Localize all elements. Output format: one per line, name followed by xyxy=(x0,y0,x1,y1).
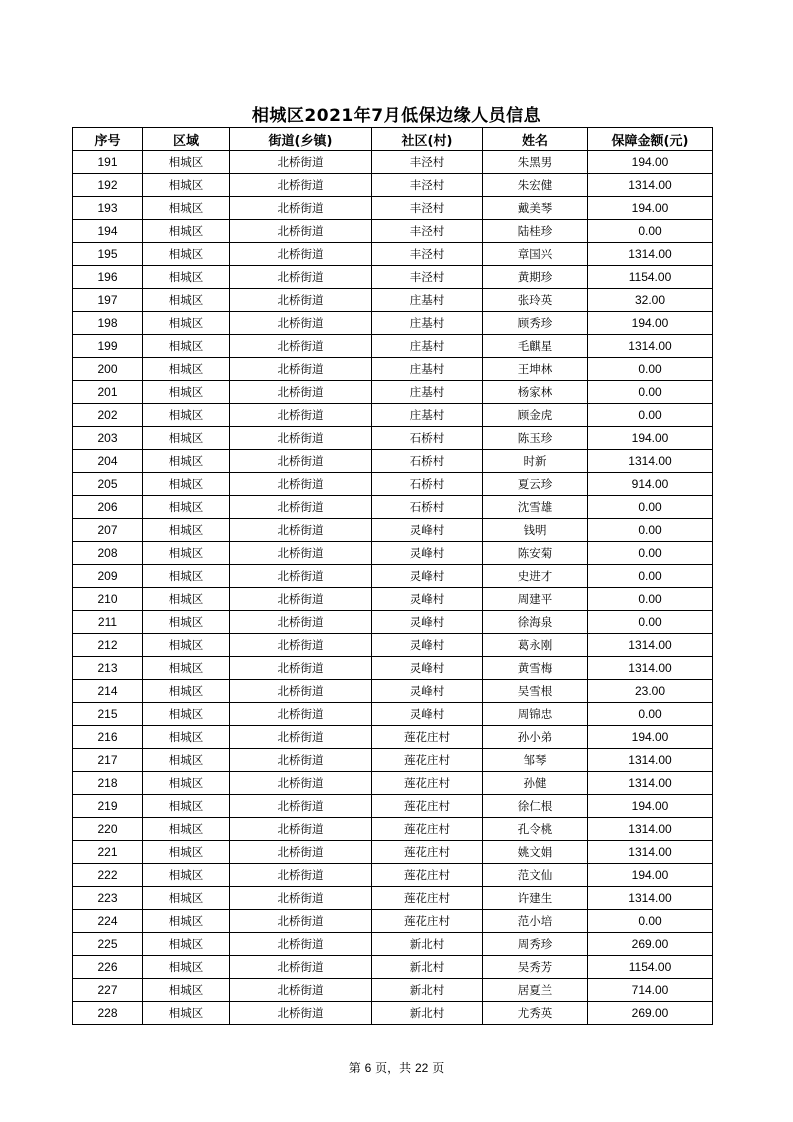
cell-allowance-amount: 914.00 xyxy=(588,473,713,496)
cell-street-town: 北桥街道 xyxy=(230,358,372,381)
cell-street-town: 北桥街道 xyxy=(230,335,372,358)
table-row xyxy=(73,818,713,841)
cell-street-town: 北桥街道 xyxy=(230,404,372,427)
cell-street-town: 北桥街道 xyxy=(230,726,372,749)
cell-district: 相城区 xyxy=(143,680,230,703)
cell-allowance-amount: 194.00 xyxy=(588,312,713,335)
cell-street-town: 北桥街道 xyxy=(230,910,372,933)
cell-name: 范文仙 xyxy=(483,864,588,887)
cell-serial-number: 198 xyxy=(73,312,143,335)
cell-community-village: 灵峰村 xyxy=(372,703,483,726)
cell-name: 史进才 xyxy=(483,565,588,588)
table-row xyxy=(73,565,713,588)
cell-allowance-amount: 269.00 xyxy=(588,1002,713,1025)
table-row xyxy=(73,197,713,220)
header-name: 姓名 xyxy=(483,128,588,151)
footer-prefix: 第 xyxy=(348,1061,361,1075)
cell-street-town: 北桥街道 xyxy=(230,864,372,887)
cell-allowance-amount: 194.00 xyxy=(588,864,713,887)
cell-name: 黄雪梅 xyxy=(483,657,588,680)
cell-allowance-amount: 0.00 xyxy=(588,496,713,519)
cell-serial-number: 195 xyxy=(73,243,143,266)
cell-name: 章国兴 xyxy=(483,243,588,266)
cell-allowance-amount: 0.00 xyxy=(588,910,713,933)
cell-name: 毛麒星 xyxy=(483,335,588,358)
cell-serial-number: 224 xyxy=(73,910,143,933)
table-row xyxy=(73,795,713,818)
cell-community-village: 丰泾村 xyxy=(372,197,483,220)
cell-community-village: 灵峰村 xyxy=(372,657,483,680)
cell-district: 相城区 xyxy=(143,473,230,496)
cell-street-town: 北桥街道 xyxy=(230,703,372,726)
cell-allowance-amount: 194.00 xyxy=(588,726,713,749)
cell-allowance-amount: 1314.00 xyxy=(588,243,713,266)
cell-allowance-amount: 1314.00 xyxy=(588,749,713,772)
table-row xyxy=(73,266,713,289)
cell-allowance-amount: 1314.00 xyxy=(588,887,713,910)
cell-name: 范小培 xyxy=(483,910,588,933)
cell-allowance-amount: 194.00 xyxy=(588,151,713,174)
cell-serial-number: 220 xyxy=(73,818,143,841)
cell-allowance-amount: 1314.00 xyxy=(588,818,713,841)
table-row xyxy=(73,427,713,450)
cell-name: 陈安菊 xyxy=(483,542,588,565)
cell-name: 孔令桃 xyxy=(483,818,588,841)
cell-serial-number: 193 xyxy=(73,197,143,220)
cell-community-village: 灵峰村 xyxy=(372,588,483,611)
cell-name: 张玲英 xyxy=(483,289,588,312)
cell-street-town: 北桥街道 xyxy=(230,634,372,657)
footer-page-number: 6 xyxy=(364,1061,372,1075)
cell-district: 相城区 xyxy=(143,1002,230,1025)
cell-district: 相城区 xyxy=(143,611,230,634)
cell-street-town: 北桥街道 xyxy=(230,956,372,979)
cell-street-town: 北桥街道 xyxy=(230,243,372,266)
cell-serial-number: 191 xyxy=(73,151,143,174)
cell-name: 徐仁根 xyxy=(483,795,588,818)
cell-district: 相城区 xyxy=(143,887,230,910)
cell-serial-number: 211 xyxy=(73,611,143,634)
cell-community-village: 灵峰村 xyxy=(372,680,483,703)
cell-name: 沈雪雄 xyxy=(483,496,588,519)
cell-serial-number: 199 xyxy=(73,335,143,358)
document-title: 相城区2021年7月低保边缘人员信息 xyxy=(251,106,542,126)
cell-street-town: 北桥街道 xyxy=(230,151,372,174)
cell-allowance-amount: 1314.00 xyxy=(588,174,713,197)
cell-community-village: 新北村 xyxy=(372,1002,483,1025)
cell-district: 相城区 xyxy=(143,151,230,174)
cell-community-village: 莲花庄村 xyxy=(372,841,483,864)
cell-community-village: 灵峰村 xyxy=(372,519,483,542)
cell-name: 居夏兰 xyxy=(483,979,588,1002)
cell-community-village: 丰泾村 xyxy=(372,174,483,197)
cell-name: 王坤林 xyxy=(483,358,588,381)
cell-street-town: 北桥街道 xyxy=(230,266,372,289)
cell-serial-number: 200 xyxy=(73,358,143,381)
cell-allowance-amount: 0.00 xyxy=(588,519,713,542)
cell-community-village: 新北村 xyxy=(372,956,483,979)
table-row xyxy=(73,174,713,197)
cell-allowance-amount: 194.00 xyxy=(588,427,713,450)
cell-allowance-amount: 0.00 xyxy=(588,703,713,726)
cell-serial-number: 201 xyxy=(73,381,143,404)
cell-district: 相城区 xyxy=(143,749,230,772)
cell-street-town: 北桥街道 xyxy=(230,588,372,611)
cell-serial-number: 228 xyxy=(73,1002,143,1025)
cell-street-town: 北桥街道 xyxy=(230,611,372,634)
cell-name: 吴秀芳 xyxy=(483,956,588,979)
cell-community-village: 莲花庄村 xyxy=(372,772,483,795)
cell-allowance-amount: 32.00 xyxy=(588,289,713,312)
cell-allowance-amount: 194.00 xyxy=(588,197,713,220)
header-allowance-amount: 保障金额(元) xyxy=(588,128,713,151)
table-row xyxy=(73,864,713,887)
cell-serial-number: 206 xyxy=(73,496,143,519)
cell-serial-number: 223 xyxy=(73,887,143,910)
cell-allowance-amount: 0.00 xyxy=(588,611,713,634)
table-row xyxy=(73,726,713,749)
cell-community-village: 庄基村 xyxy=(372,335,483,358)
cell-district: 相城区 xyxy=(143,795,230,818)
cell-name: 周锦忠 xyxy=(483,703,588,726)
table-row xyxy=(73,312,713,335)
cell-serial-number: 219 xyxy=(73,795,143,818)
cell-street-town: 北桥街道 xyxy=(230,841,372,864)
cell-name: 钱明 xyxy=(483,519,588,542)
table-row xyxy=(73,473,713,496)
cell-street-town: 北桥街道 xyxy=(230,496,372,519)
cell-name: 徐海泉 xyxy=(483,611,588,634)
cell-name: 顾秀珍 xyxy=(483,312,588,335)
cell-street-town: 北桥街道 xyxy=(230,289,372,312)
cell-community-village: 庄基村 xyxy=(372,358,483,381)
cell-name: 朱宏健 xyxy=(483,174,588,197)
cell-street-town: 北桥街道 xyxy=(230,749,372,772)
cell-community-village: 丰泾村 xyxy=(372,220,483,243)
cell-community-village: 新北村 xyxy=(372,933,483,956)
cell-community-village: 莲花庄村 xyxy=(372,726,483,749)
cell-community-village: 灵峰村 xyxy=(372,565,483,588)
cell-district: 相城区 xyxy=(143,979,230,1002)
cell-district: 相城区 xyxy=(143,565,230,588)
cell-community-village: 莲花庄村 xyxy=(372,749,483,772)
cell-street-town: 北桥街道 xyxy=(230,450,372,473)
header-street-town: 街道(乡镇) xyxy=(230,128,372,151)
table-row xyxy=(73,634,713,657)
cell-name: 孙健 xyxy=(483,772,588,795)
cell-serial-number: 208 xyxy=(73,542,143,565)
cell-allowance-amount: 1314.00 xyxy=(588,657,713,680)
cell-name: 尤秀英 xyxy=(483,1002,588,1025)
cell-name: 陆桂珍 xyxy=(483,220,588,243)
cell-district: 相城区 xyxy=(143,588,230,611)
recipient-table xyxy=(72,127,713,1025)
cell-community-village: 庄基村 xyxy=(372,381,483,404)
cell-street-town: 北桥街道 xyxy=(230,542,372,565)
cell-district: 相城区 xyxy=(143,404,230,427)
cell-serial-number: 213 xyxy=(73,657,143,680)
table-body xyxy=(73,151,713,1025)
cell-street-town: 北桥街道 xyxy=(230,979,372,1002)
cell-allowance-amount: 23.00 xyxy=(588,680,713,703)
cell-serial-number: 196 xyxy=(73,266,143,289)
cell-name: 许建生 xyxy=(483,887,588,910)
cell-allowance-amount: 269.00 xyxy=(588,933,713,956)
cell-street-town: 北桥街道 xyxy=(230,887,372,910)
cell-community-village: 莲花庄村 xyxy=(372,887,483,910)
cell-serial-number: 203 xyxy=(73,427,143,450)
cell-serial-number: 218 xyxy=(73,772,143,795)
cell-allowance-amount: 1314.00 xyxy=(588,450,713,473)
table-row xyxy=(73,680,713,703)
table-row xyxy=(73,450,713,473)
cell-name: 孙小弟 xyxy=(483,726,588,749)
cell-serial-number: 227 xyxy=(73,979,143,1002)
cell-street-town: 北桥街道 xyxy=(230,565,372,588)
table-row xyxy=(73,151,713,174)
cell-district: 相城区 xyxy=(143,312,230,335)
cell-street-town: 北桥街道 xyxy=(230,427,372,450)
table-row xyxy=(73,887,713,910)
cell-street-town: 北桥街道 xyxy=(230,197,372,220)
cell-community-village: 石桥村 xyxy=(372,427,483,450)
footer-middle: 页，共 xyxy=(375,1061,412,1075)
cell-street-town: 北桥街道 xyxy=(230,818,372,841)
cell-district: 相城区 xyxy=(143,220,230,243)
cell-community-village: 庄基村 xyxy=(372,289,483,312)
cell-district: 相城区 xyxy=(143,864,230,887)
cell-serial-number: 216 xyxy=(73,726,143,749)
cell-serial-number: 226 xyxy=(73,956,143,979)
cell-community-village: 庄基村 xyxy=(372,312,483,335)
cell-serial-number: 214 xyxy=(73,680,143,703)
table-row xyxy=(73,611,713,634)
cell-community-village: 丰泾村 xyxy=(372,151,483,174)
cell-name: 夏云珍 xyxy=(483,473,588,496)
cell-name: 吴雪根 xyxy=(483,680,588,703)
cell-serial-number: 209 xyxy=(73,565,143,588)
cell-district: 相城区 xyxy=(143,427,230,450)
table-header xyxy=(73,128,713,151)
cell-allowance-amount: 0.00 xyxy=(588,381,713,404)
cell-allowance-amount: 1314.00 xyxy=(588,772,713,795)
cell-district: 相城区 xyxy=(143,910,230,933)
cell-street-town: 北桥街道 xyxy=(230,657,372,680)
cell-street-town: 北桥街道 xyxy=(230,473,372,496)
header-serial-number: 序号 xyxy=(73,128,143,151)
cell-street-town: 北桥街道 xyxy=(230,680,372,703)
table-row xyxy=(73,588,713,611)
footer-total-pages: 22 xyxy=(415,1061,429,1075)
cell-allowance-amount: 0.00 xyxy=(588,565,713,588)
cell-district: 相城区 xyxy=(143,496,230,519)
table-row xyxy=(73,933,713,956)
table-row xyxy=(73,404,713,427)
cell-serial-number: 222 xyxy=(73,864,143,887)
cell-allowance-amount: 1314.00 xyxy=(588,634,713,657)
cell-community-village: 石桥村 xyxy=(372,496,483,519)
table-row xyxy=(73,289,713,312)
cell-name: 姚文娟 xyxy=(483,841,588,864)
cell-district: 相城区 xyxy=(143,197,230,220)
table-row xyxy=(73,220,713,243)
cell-district: 相城区 xyxy=(143,450,230,473)
cell-allowance-amount: 0.00 xyxy=(588,220,713,243)
cell-allowance-amount: 1154.00 xyxy=(588,956,713,979)
cell-allowance-amount: 1314.00 xyxy=(588,841,713,864)
cell-district: 相城区 xyxy=(143,243,230,266)
table-row xyxy=(73,358,713,381)
cell-district: 相城区 xyxy=(143,358,230,381)
cell-district: 相城区 xyxy=(143,381,230,404)
cell-street-town: 北桥街道 xyxy=(230,519,372,542)
cell-allowance-amount: 1154.00 xyxy=(588,266,713,289)
table-row xyxy=(73,979,713,1002)
table-row xyxy=(73,703,713,726)
cell-serial-number: 210 xyxy=(73,588,143,611)
footer-suffix: 页 xyxy=(432,1061,445,1075)
cell-district: 相城区 xyxy=(143,726,230,749)
cell-allowance-amount: 0.00 xyxy=(588,588,713,611)
table-row xyxy=(73,381,713,404)
cell-district: 相城区 xyxy=(143,818,230,841)
cell-name: 杨家林 xyxy=(483,381,588,404)
cell-name: 戴美琴 xyxy=(483,197,588,220)
cell-community-village: 庄基村 xyxy=(372,404,483,427)
cell-district: 相城区 xyxy=(143,519,230,542)
cell-district: 相城区 xyxy=(143,289,230,312)
cell-allowance-amount: 0.00 xyxy=(588,542,713,565)
cell-serial-number: 217 xyxy=(73,749,143,772)
cell-community-village: 丰泾村 xyxy=(372,243,483,266)
cell-street-town: 北桥街道 xyxy=(230,312,372,335)
cell-serial-number: 202 xyxy=(73,404,143,427)
cell-district: 相城区 xyxy=(143,703,230,726)
page-footer xyxy=(0,1059,793,1076)
cell-district: 相城区 xyxy=(143,841,230,864)
table-row xyxy=(73,542,713,565)
cell-allowance-amount: 0.00 xyxy=(588,358,713,381)
header-row xyxy=(73,128,713,151)
table-row xyxy=(73,772,713,795)
cell-street-town: 北桥街道 xyxy=(230,772,372,795)
cell-allowance-amount: 1314.00 xyxy=(588,335,713,358)
cell-district: 相城区 xyxy=(143,542,230,565)
cell-serial-number: 207 xyxy=(73,519,143,542)
cell-name: 周建平 xyxy=(483,588,588,611)
cell-district: 相城区 xyxy=(143,335,230,358)
cell-serial-number: 205 xyxy=(73,473,143,496)
cell-serial-number: 225 xyxy=(73,933,143,956)
table-row xyxy=(73,1002,713,1025)
cell-district: 相城区 xyxy=(143,956,230,979)
cell-community-village: 莲花庄村 xyxy=(372,910,483,933)
table-row xyxy=(73,496,713,519)
cell-allowance-amount: 0.00 xyxy=(588,404,713,427)
cell-street-town: 北桥街道 xyxy=(230,174,372,197)
header-community-village: 社区(村) xyxy=(372,128,483,151)
cell-name: 朱黑男 xyxy=(483,151,588,174)
table-row xyxy=(73,657,713,680)
cell-community-village: 石桥村 xyxy=(372,450,483,473)
cell-name: 顾金虎 xyxy=(483,404,588,427)
cell-community-village: 丰泾村 xyxy=(372,266,483,289)
cell-name: 葛永刚 xyxy=(483,634,588,657)
cell-serial-number: 197 xyxy=(73,289,143,312)
cell-community-village: 莲花庄村 xyxy=(372,818,483,841)
table-row xyxy=(73,910,713,933)
cell-serial-number: 215 xyxy=(73,703,143,726)
cell-district: 相城区 xyxy=(143,772,230,795)
table-row xyxy=(73,243,713,266)
cell-allowance-amount: 194.00 xyxy=(588,795,713,818)
table-row xyxy=(73,841,713,864)
cell-serial-number: 212 xyxy=(73,634,143,657)
cell-street-town: 北桥街道 xyxy=(230,1002,372,1025)
cell-street-town: 北桥街道 xyxy=(230,933,372,956)
cell-community-village: 灵峰村 xyxy=(372,542,483,565)
cell-district: 相城区 xyxy=(143,634,230,657)
cell-district: 相城区 xyxy=(143,266,230,289)
cell-street-town: 北桥街道 xyxy=(230,220,372,243)
cell-serial-number: 204 xyxy=(73,450,143,473)
cell-community-village: 新北村 xyxy=(372,979,483,1002)
table-row xyxy=(73,956,713,979)
cell-serial-number: 192 xyxy=(73,174,143,197)
cell-district: 相城区 xyxy=(143,933,230,956)
cell-district: 相城区 xyxy=(143,657,230,680)
cell-community-village: 灵峰村 xyxy=(372,611,483,634)
cell-serial-number: 194 xyxy=(73,220,143,243)
cell-name: 黄期珍 xyxy=(483,266,588,289)
cell-street-town: 北桥街道 xyxy=(230,381,372,404)
cell-name: 邹琴 xyxy=(483,749,588,772)
cell-community-village: 灵峰村 xyxy=(372,634,483,657)
cell-serial-number: 221 xyxy=(73,841,143,864)
cell-district: 相城区 xyxy=(143,174,230,197)
cell-community-village: 莲花庄村 xyxy=(372,795,483,818)
header-district: 区域 xyxy=(143,128,230,151)
cell-allowance-amount: 714.00 xyxy=(588,979,713,1002)
cell-name: 时新 xyxy=(483,450,588,473)
cell-name: 陈玉珍 xyxy=(483,427,588,450)
cell-community-village: 莲花庄村 xyxy=(372,864,483,887)
cell-community-village: 石桥村 xyxy=(372,473,483,496)
cell-name: 周秀珍 xyxy=(483,933,588,956)
table-row xyxy=(73,335,713,358)
table-row xyxy=(73,519,713,542)
table-row xyxy=(73,749,713,772)
cell-street-town: 北桥街道 xyxy=(230,795,372,818)
